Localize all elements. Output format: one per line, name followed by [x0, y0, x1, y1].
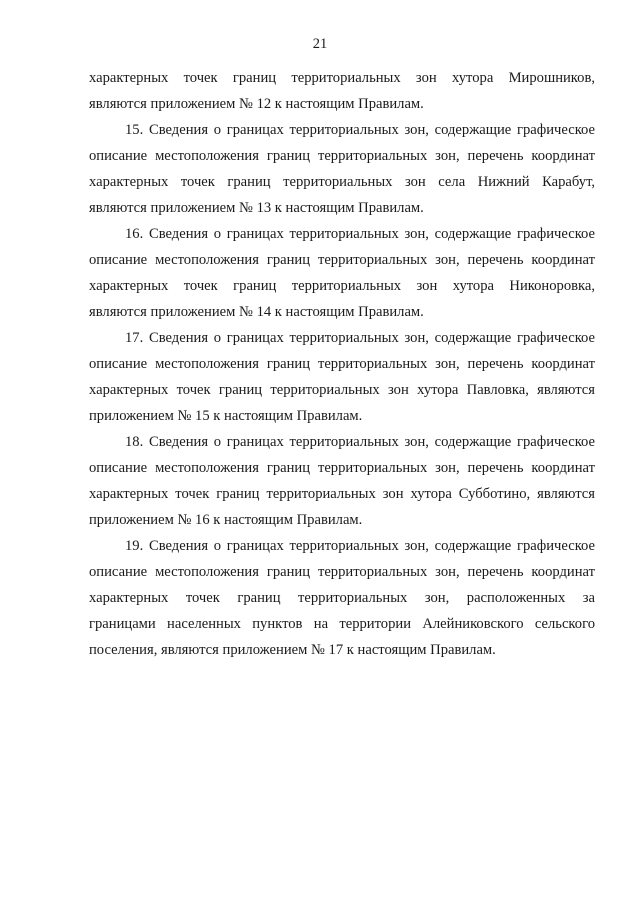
- paragraph: [89, 325, 595, 429]
- text-line: описание местоположения границ территориальных зон, перечень координат: [89, 148, 595, 164]
- text-line: являются приложением № 14 к настоящим Правилам.: [89, 304, 424, 320]
- text-line: 17. Сведения о границах территориальных зон, содержащие графическое: [125, 330, 595, 346]
- paragraph: [89, 65, 595, 117]
- text-line: характерных точек границ территориальных зон, расположенных за: [89, 590, 595, 606]
- text-line: 16. Сведения о границах территориальных зон, содержащие графическое: [125, 226, 595, 242]
- text-line: приложением № 16 к настоящим Правилам.: [89, 512, 363, 528]
- text-line: являются приложением № 13 к настоящим Правилам.: [89, 200, 424, 216]
- text-line: описание местоположения границ территориальных зон, перечень координат: [89, 356, 595, 372]
- text-line: характерных точек границ территориальных зон хутора Мирошников,: [89, 70, 595, 86]
- paragraph: [89, 117, 595, 221]
- page-number: 21: [312, 36, 328, 52]
- text-line: характерных точек границ территориальных зон хутора Никоноровка,: [89, 278, 595, 294]
- document-body: [89, 65, 595, 663]
- text-line: приложением № 15 к настоящим Правилам.: [89, 408, 363, 424]
- text-line: являются приложением № 12 к настоящим Правилам.: [89, 96, 424, 112]
- text-line: характерных точек границ территориальных зон хутора Павловка, являются: [89, 382, 595, 398]
- text-line: 19. Сведения о границах территориальных зон, содержащие графическое: [125, 538, 595, 554]
- text-line: описание местоположения границ территориальных зон, перечень координат: [89, 564, 595, 580]
- text-line: 15. Сведения о границах территориальных зон, содержащие графическое: [125, 122, 595, 138]
- text-line: характерных точек границ территориальных зон села Нижний Карабут,: [89, 174, 595, 190]
- paragraph: [89, 429, 595, 533]
- text-line: поселения, являются приложением № 17 к настоящим Правилам.: [89, 642, 496, 658]
- paragraph: [89, 533, 595, 663]
- text-line: описание местоположения границ территориальных зон, перечень координат: [89, 252, 595, 268]
- text-line: 18. Сведения о границах территориальных зон, содержащие графическое: [125, 434, 595, 450]
- paragraph: [89, 221, 595, 325]
- text-line: характерных точек границ территориальных зон хутора Субботино, являются: [89, 486, 595, 502]
- text-line: границами населенных пунктов на территории Алейниковского сельского: [89, 616, 595, 632]
- text-line: описание местоположения границ территориальных зон, перечень координат: [89, 460, 595, 476]
